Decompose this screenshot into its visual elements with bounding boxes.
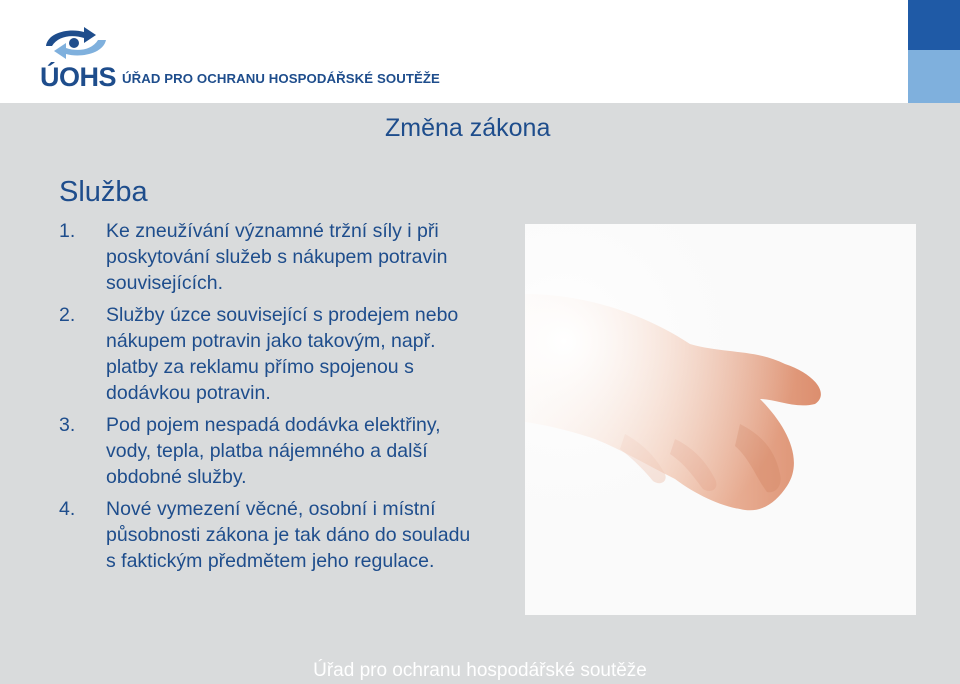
- list-item-text: Služby úzce související s prodejem nebo nákupem potravin jako takovým, např. platby za reklamu přímo spojenou s dodávkou potravin.: [106, 304, 459, 404]
- section-title: Služba: [59, 176, 148, 208]
- list-item-text: Ke zneužívání významné tržní síly i při poskytování služeb s nákupem potravin souvisejících.: [106, 220, 448, 294]
- list-item: [59, 496, 479, 574]
- footer-text: Úřad pro ochranu hospodářské soutěže: [313, 660, 647, 681]
- list-item: [59, 412, 479, 490]
- list-item-number: 1.: [59, 220, 76, 242]
- uohs-logo-arrows-icon: [40, 24, 110, 62]
- slide-header: [0, 0, 960, 103]
- corner-accent-dark: [908, 0, 960, 50]
- list-item: [59, 218, 479, 296]
- open-hand-photo: [525, 224, 916, 615]
- logo-text: ÚOHS: [40, 62, 117, 92]
- list-item: [59, 302, 479, 406]
- list-item-number: 4.: [59, 498, 76, 520]
- numbered-list: [59, 218, 479, 580]
- slide-subtitle: Změna zákona: [385, 114, 551, 142]
- list-item-text: Pod pojem nespadá dodávka elektřiny, vody, tepla, platba nájemného a další obdobné služby.: [106, 414, 441, 488]
- organization-name: ÚŘAD PRO OCHRANU HOSPODÁŘSKÉ SOUTĚŽE: [122, 71, 440, 86]
- list-item-number: 3.: [59, 414, 76, 436]
- open-hand-icon: [525, 224, 916, 615]
- list-item-number: 2.: [59, 304, 76, 326]
- corner-accent-light: [908, 50, 960, 103]
- list-item-text: Nové vymezení věcné, osobní i místní působnosti zákona je tak dáno do souladu s faktickým předmětem jeho regulace.: [106, 498, 471, 572]
